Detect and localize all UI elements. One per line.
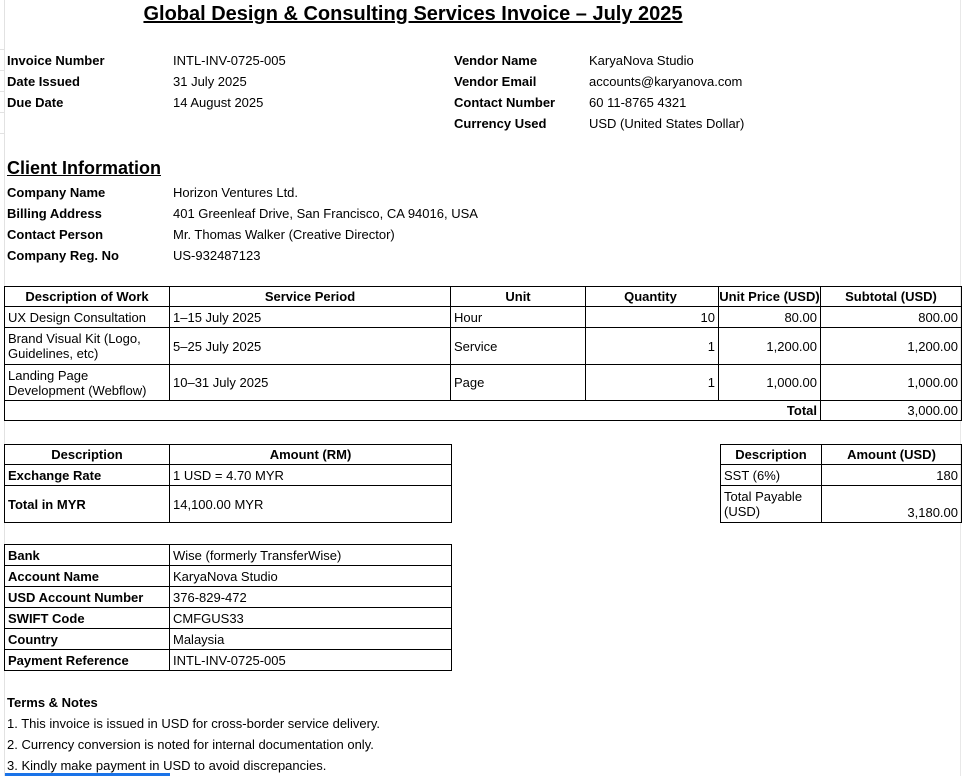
tax-header-description: Description xyxy=(721,445,822,465)
contact-number-label: Contact Number xyxy=(454,95,556,110)
vendor-name-label: Vendor Name xyxy=(454,53,538,68)
table-row xyxy=(5,365,962,401)
sst-value: 180 xyxy=(822,465,962,486)
work-unit: Page xyxy=(451,365,586,401)
company-reg-value: US-932487123 xyxy=(173,248,261,263)
due-date-value: 14 August 2025 xyxy=(173,95,264,110)
work-header-row xyxy=(5,287,962,307)
account-name-value: KaryaNova Studio xyxy=(170,566,452,587)
contact-number-value: 60 11-8765 4321 xyxy=(589,95,687,110)
total-myr-value: 14,100.00 MYR xyxy=(170,486,452,523)
total-payable-value: 3,180.00 xyxy=(822,486,962,523)
tax-table xyxy=(720,444,962,523)
exchange-rate-label: Exchange Rate xyxy=(5,465,170,486)
billing-address-value: 401 Greenleaf Drive, San Francisco, CA 94016, USA xyxy=(173,206,478,221)
work-price: 1,200.00 xyxy=(719,328,821,365)
work-qty: 1 xyxy=(586,365,719,401)
date-issued-value: 31 July 2025 xyxy=(173,74,247,89)
work-price: 80.00 xyxy=(719,307,821,328)
account-name-label: Account Name xyxy=(5,566,170,587)
table-row xyxy=(5,307,962,328)
client-info-heading: Client Information xyxy=(7,158,161,178)
work-period: 10–31 July 2025 xyxy=(170,365,451,401)
table-row xyxy=(5,608,452,629)
table-row xyxy=(5,650,452,671)
company-name-value: Horizon Ventures Ltd. xyxy=(173,185,299,200)
exchange-rate-value: 1 USD = 4.70 MYR xyxy=(170,465,452,486)
header-quantity: Quantity xyxy=(586,287,719,307)
work-subtotal: 1,000.00 xyxy=(821,365,962,401)
currency-value: USD (United States Dollar) xyxy=(589,116,745,131)
table-row xyxy=(5,566,452,587)
country-label: Country xyxy=(5,629,170,650)
terms-line: 3. Kindly make payment in USD to avoid discrepancies. xyxy=(7,758,327,773)
work-subtotal: 1,200.00 xyxy=(821,328,962,365)
contact-person-value: Mr. Thomas Walker (Creative Director) xyxy=(173,227,395,242)
total-label: Total xyxy=(5,401,821,421)
work-desc: UX Design Consultation xyxy=(5,307,170,328)
payment-reference-label: Payment Reference xyxy=(5,650,170,671)
table-row xyxy=(5,486,452,523)
work-items-table xyxy=(4,286,962,421)
vendor-email-label: Vendor Email xyxy=(454,74,537,89)
header-subtotal: Subtotal (USD) xyxy=(821,287,962,307)
work-period: 5–25 July 2025 xyxy=(170,328,451,365)
terms-line: 1. This invoice is issued in USD for cross-border service delivery. xyxy=(7,716,381,731)
table-row xyxy=(5,587,452,608)
total-myr-label: Total in MYR xyxy=(5,486,170,523)
account-number-label: USD Account Number xyxy=(5,587,170,608)
bank-label: Bank xyxy=(5,545,170,566)
bank-value: Wise (formerly TransferWise) xyxy=(170,545,452,566)
header-service-period: Service Period xyxy=(170,287,451,307)
header-description: Description of Work xyxy=(5,287,170,307)
due-date-label: Due Date xyxy=(7,95,64,110)
work-desc: Brand Visual Kit (Logo, Guidelines, etc) xyxy=(5,328,170,365)
contact-person-label: Contact Person xyxy=(7,227,104,242)
currency-label: Currency Used xyxy=(454,116,547,131)
total-value: 3,000.00 xyxy=(821,401,962,421)
work-unit: Hour xyxy=(451,307,586,328)
terms-line: 2. Currency conversion is noted for internal documentation only. xyxy=(7,737,374,752)
company-reg-label: Company Reg. No xyxy=(7,248,119,263)
table-row xyxy=(5,545,452,566)
table-row xyxy=(5,328,962,365)
invoice-number-value: INTL-INV-0725-005 xyxy=(173,53,286,68)
billing-address-label: Billing Address xyxy=(7,206,102,221)
company-name-label: Company Name xyxy=(7,185,106,200)
date-issued-label: Date Issued xyxy=(7,74,80,89)
work-qty: 10 xyxy=(586,307,719,328)
work-unit: Service xyxy=(451,328,586,365)
work-subtotal: 800.00 xyxy=(821,307,962,328)
terms-heading: Terms & Notes xyxy=(7,695,98,710)
work-desc: Landing Page Development (Webflow) xyxy=(5,365,170,401)
table-row xyxy=(721,486,962,523)
payment-reference-value: INTL-INV-0725-005 xyxy=(170,650,452,671)
invoice-number-label: Invoice Number xyxy=(7,53,105,68)
swift-code-label: SWIFT Code xyxy=(5,608,170,629)
country-value: Malaysia xyxy=(170,629,452,650)
table-row xyxy=(5,629,452,650)
exchange-header-amount: Amount (RM) xyxy=(170,445,452,465)
work-price: 1,000.00 xyxy=(719,365,821,401)
exchange-header-description: Description xyxy=(5,445,170,465)
bank-details-table xyxy=(4,544,452,671)
exchange-table xyxy=(4,444,452,523)
sst-label: SST (6%) xyxy=(721,465,822,486)
invoice-title: Global Design & Consulting Services Invoice – July 2025 xyxy=(143,3,683,25)
swift-code-value: CMFGUS33 xyxy=(170,608,452,629)
total-row xyxy=(5,401,962,421)
vendor-email-value: accounts@karyanova.com xyxy=(589,74,743,89)
vendor-name-value: KaryaNova Studio xyxy=(589,53,694,68)
header-unit-price: Unit Price (USD) xyxy=(719,287,821,307)
work-period: 1–15 July 2025 xyxy=(170,307,451,328)
table-row xyxy=(5,465,452,486)
work-qty: 1 xyxy=(586,328,719,365)
header-unit: Unit xyxy=(451,287,586,307)
tax-header-amount: Amount (USD) xyxy=(822,445,962,465)
total-payable-label: Total Payable (USD) xyxy=(721,486,822,523)
account-number-value: 376-829-472 xyxy=(170,587,452,608)
table-row xyxy=(721,465,962,486)
